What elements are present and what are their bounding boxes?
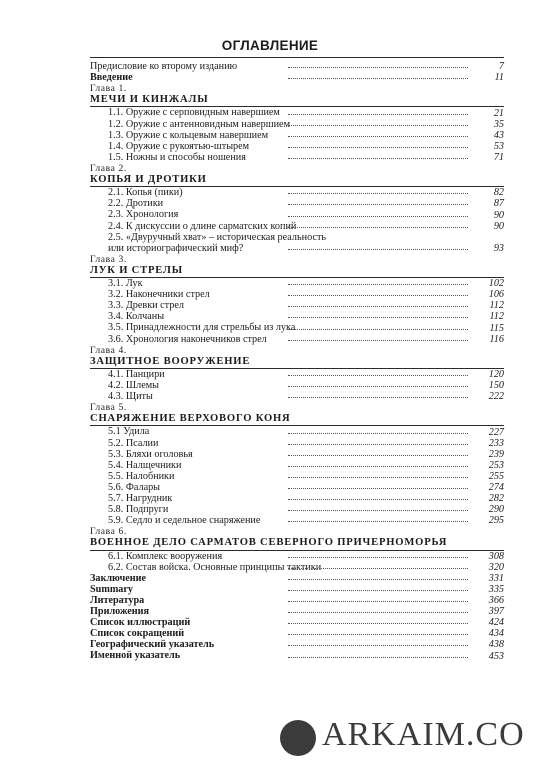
- dot-leader: [288, 125, 468, 126]
- entry-label: Введение: [90, 72, 133, 84]
- dot-leader: [288, 295, 468, 296]
- entry-label: 6.2. Состав войска. Основные принципы тактики: [108, 561, 322, 573]
- dot-leader: [288, 317, 468, 318]
- table-of-contents: [90, 61, 504, 662]
- toc-subentry: [90, 471, 504, 482]
- toc-entry: [90, 595, 504, 606]
- toc-subentry: [90, 311, 504, 322]
- entry-label: 5.7. Нагрудник: [108, 493, 173, 505]
- entry-label: ЛУК И СТРЕЛЫ: [90, 264, 183, 276]
- entry-label: Приложения: [90, 606, 150, 618]
- chapter-heading: [90, 537, 504, 550]
- entry-label: Глава 2.: [90, 162, 127, 174]
- entry-label: ЗАЩИТНОЕ ВООРУЖЕНИЕ: [90, 355, 251, 367]
- page-number: 93: [493, 242, 504, 254]
- toc-subentry: [90, 562, 504, 573]
- entry-label-line2: или историографический миф?: [108, 242, 244, 254]
- entry-label: МЕЧИ И КИНЖАЛЫ: [90, 94, 209, 106]
- entry-label: Заключение: [90, 572, 146, 584]
- page-number: 7: [498, 61, 504, 73]
- chapter-heading: [90, 265, 504, 278]
- dot-leader: [288, 227, 468, 228]
- entry-label: 5.3. Бляхи оголовья: [108, 448, 193, 460]
- toc-entry: [90, 606, 504, 617]
- chapter-label: [90, 83, 504, 94]
- entry-label: 2.1. Копья (пики): [108, 187, 183, 199]
- dot-leader: [288, 455, 468, 456]
- toc-subentry: [90, 322, 504, 333]
- page-number: 253: [488, 459, 504, 471]
- watermark: [280, 712, 540, 760]
- dot-leader: [288, 433, 468, 434]
- entry-label: 5.8. Подпруги: [108, 504, 169, 516]
- dot-leader: [288, 136, 468, 137]
- toc-subentry: [90, 380, 504, 391]
- entry-label: 1.2. Оружие с антенновидным навершием: [108, 118, 291, 130]
- page-number: 424: [488, 617, 504, 629]
- dot-leader: [288, 397, 468, 398]
- toc-entry: [90, 639, 504, 650]
- entry-label: 5.5. Налобники: [108, 470, 175, 482]
- watermark-logo-icon: [280, 720, 316, 756]
- page-number: 71: [493, 151, 504, 163]
- dot-leader: [288, 477, 468, 478]
- page-number: 222: [488, 391, 504, 403]
- entry-label: Глава 3.: [90, 253, 127, 265]
- entry-label: 1.4. Оружие с рукоятью-штырем: [108, 140, 250, 152]
- entry-label: СНАРЯЖЕНИЕ ВЕРХОВОГО КОНЯ: [90, 413, 291, 425]
- toc-subentry: [90, 187, 504, 198]
- page-number: 295: [488, 515, 504, 527]
- entry-label: Географический указатель: [90, 639, 215, 651]
- entry-label: 5.6. Фалары: [108, 481, 161, 493]
- page-number: 227: [488, 426, 504, 438]
- toc-subentry: [90, 369, 504, 380]
- page-number: 102: [488, 278, 504, 290]
- dot-leader: [288, 375, 468, 376]
- chapter-label: [90, 526, 504, 537]
- toc-subentry: [90, 438, 504, 449]
- entry-label: Summary: [90, 583, 134, 595]
- page-number: 87: [493, 198, 504, 210]
- entry-label: Глава 1.: [90, 83, 127, 95]
- toc-subentry: [90, 289, 504, 300]
- entry-label: 5.9. Седло и седельное снаряжение: [108, 515, 261, 527]
- entry-label: 1.5. Ножны и способы ношения: [108, 151, 246, 163]
- toc-subentry: [90, 141, 504, 152]
- toc-subentry: [90, 391, 504, 402]
- entry-label-line1: 2.5. «Двуручный хват» – историческая реальность: [108, 231, 327, 243]
- entry-label: Предисловие ко второму изданию: [90, 61, 238, 72]
- toc-subentry: [90, 119, 504, 130]
- chapter-heading: [90, 413, 504, 426]
- toc-subentry: [90, 232, 504, 254]
- page-number: 112: [489, 300, 504, 312]
- page-title: ОГЛАВЛЕНИЕ: [221, 38, 319, 53]
- page-number: 120: [488, 369, 504, 380]
- entry-label: Список иллюстраций: [90, 617, 191, 629]
- dot-leader: [288, 216, 468, 217]
- dot-leader: [288, 657, 468, 658]
- dot-leader: [288, 590, 468, 591]
- page-number: 53: [493, 140, 504, 152]
- page-number: 11: [494, 72, 504, 84]
- entry-label: 5.1 Удила: [108, 426, 150, 438]
- entry-label: 3.2. Наконечники стрел: [108, 289, 210, 301]
- dot-leader: [288, 612, 468, 613]
- dot-leader: [288, 488, 468, 489]
- entry-label: 3.1. Лук: [108, 278, 143, 290]
- dot-leader: [288, 386, 468, 387]
- toc-subentry: [90, 130, 504, 141]
- dot-leader: [288, 601, 468, 602]
- entry-label: Именной указатель: [90, 650, 181, 662]
- title-underline: [90, 57, 504, 58]
- dot-leader: [288, 329, 468, 330]
- toc-entry: [90, 650, 504, 661]
- toc-subentry: [90, 107, 504, 118]
- entry-label: Глава 5.: [90, 402, 127, 414]
- toc-subentry: [90, 482, 504, 493]
- dot-leader: [288, 466, 468, 467]
- toc-subentry: [90, 152, 504, 163]
- entry-label: 4.3. Щиты: [108, 391, 153, 403]
- dot-leader: [288, 67, 468, 68]
- entry-label: 6.1. Комплекс вооружения: [108, 550, 223, 562]
- entry-label: 2.4. К дискуссии о длине сарматских копий: [108, 220, 297, 232]
- dot-leader: [288, 634, 468, 635]
- page-number: 43: [493, 129, 504, 141]
- toc-entry: [90, 584, 504, 595]
- toc-subentry: [90, 209, 504, 220]
- entry-label: Список сокращений: [90, 628, 185, 640]
- entry-label: 4.1. Панцири: [108, 368, 165, 380]
- page-number: 21: [493, 107, 504, 119]
- page-number: 233: [488, 437, 504, 449]
- dot-leader: [288, 623, 468, 624]
- chapter-heading: [90, 174, 504, 187]
- toc-subentry: [90, 334, 504, 345]
- dot-leader: [288, 645, 468, 646]
- page-number: 150: [488, 380, 504, 392]
- entry-label: 4.2. Шлемы: [108, 380, 160, 391]
- page-number: 282: [488, 493, 504, 505]
- toc-entry: [90, 72, 504, 83]
- page-number: 35: [493, 118, 504, 130]
- toc-entry: [90, 617, 504, 628]
- page-number: 366: [488, 595, 504, 607]
- page-number: 320: [488, 561, 504, 573]
- toc-subentry: [90, 278, 504, 289]
- page-number: 290: [488, 504, 504, 516]
- dot-leader: [288, 284, 468, 285]
- toc-subentry: [90, 493, 504, 504]
- watermark-text: ARKAIM.CO: [322, 716, 525, 753]
- page-number: 115: [489, 322, 504, 334]
- page-number: 90: [493, 209, 504, 221]
- dot-leader: [288, 579, 468, 580]
- page-number: 453: [488, 650, 504, 662]
- page-number: 255: [488, 470, 504, 482]
- entry-label: 2.3. Хронология: [108, 209, 179, 221]
- page-number: 331: [488, 572, 504, 584]
- page-number: 82: [493, 187, 504, 199]
- toc-subentry: [90, 449, 504, 460]
- page-number: 274: [488, 482, 504, 494]
- dot-leader: [288, 499, 468, 500]
- dot-leader: [288, 306, 468, 307]
- dot-leader: [288, 444, 468, 445]
- page-number: 112: [489, 311, 504, 323]
- page-number: 438: [488, 639, 504, 651]
- toc-subentry: [90, 426, 504, 437]
- toc-entry: [90, 573, 504, 584]
- entry-label: 3.5. Принадлежности для стрельбы из лука: [108, 322, 296, 334]
- page-number: 434: [488, 628, 504, 640]
- entry-label: [108, 232, 326, 254]
- entry-label: Глава 6.: [90, 526, 127, 538]
- dot-leader: [288, 510, 468, 511]
- chapter-label: [90, 163, 504, 174]
- entry-label: 3.4. Колчаны: [108, 311, 165, 323]
- dot-leader: [288, 568, 468, 569]
- dot-leader: [288, 557, 468, 558]
- entry-label: 5.4. Налщечники: [108, 459, 182, 471]
- page-number: 106: [488, 289, 504, 301]
- page-number: 397: [488, 606, 504, 618]
- entry-label: 2.2. Дротики: [108, 198, 164, 210]
- chapter-heading: [90, 94, 504, 107]
- dot-leader: [288, 193, 468, 194]
- entry-label: 1.1. Оружие с серповидным навершием: [108, 107, 280, 119]
- page-number: 239: [488, 448, 504, 460]
- entry-label: Глава 4.: [90, 344, 127, 356]
- entry-label: 3.6. Хронология наконечников стрел: [108, 333, 267, 345]
- dot-leader: [288, 249, 468, 250]
- dot-leader: [288, 158, 468, 159]
- entry-label: КОПЬЯ И ДРОТИКИ: [90, 174, 207, 186]
- page-number: 90: [493, 220, 504, 232]
- dot-leader: [288, 147, 468, 148]
- page-number: 335: [488, 583, 504, 595]
- toc-subentry: [90, 515, 504, 526]
- entry-label: 5.2. Псалии: [108, 437, 159, 449]
- chapter-label: [90, 254, 504, 265]
- entry-label: 1.3. Оружие с кольцевым навершием: [108, 129, 269, 141]
- entry-label: ВОЕННОЕ ДЕЛО САРМАТОВ СЕВЕРНОГО ПРИЧЕРНОМОРЬЯ: [90, 537, 448, 549]
- page-number: 308: [488, 550, 504, 562]
- dot-leader: [288, 521, 468, 522]
- toc-entry: [90, 628, 504, 639]
- toc-subentry: [90, 460, 504, 471]
- toc-subentry: [90, 551, 504, 562]
- dot-leader: [288, 204, 468, 205]
- chapter-label: [90, 345, 504, 356]
- dot-leader: [288, 78, 468, 79]
- chapter-heading: [90, 356, 504, 369]
- entry-label: 3.3. Древки стрел: [108, 300, 184, 312]
- dot-leader: [288, 114, 468, 115]
- dot-leader: [288, 340, 468, 341]
- toc-subentry: [90, 300, 504, 311]
- chapter-label: [90, 402, 504, 413]
- toc-subentry: [90, 198, 504, 209]
- page-number: 116: [489, 333, 504, 345]
- toc-subentry: [90, 221, 504, 232]
- entry-label: Литература: [90, 594, 145, 606]
- toc-subentry: [90, 504, 504, 515]
